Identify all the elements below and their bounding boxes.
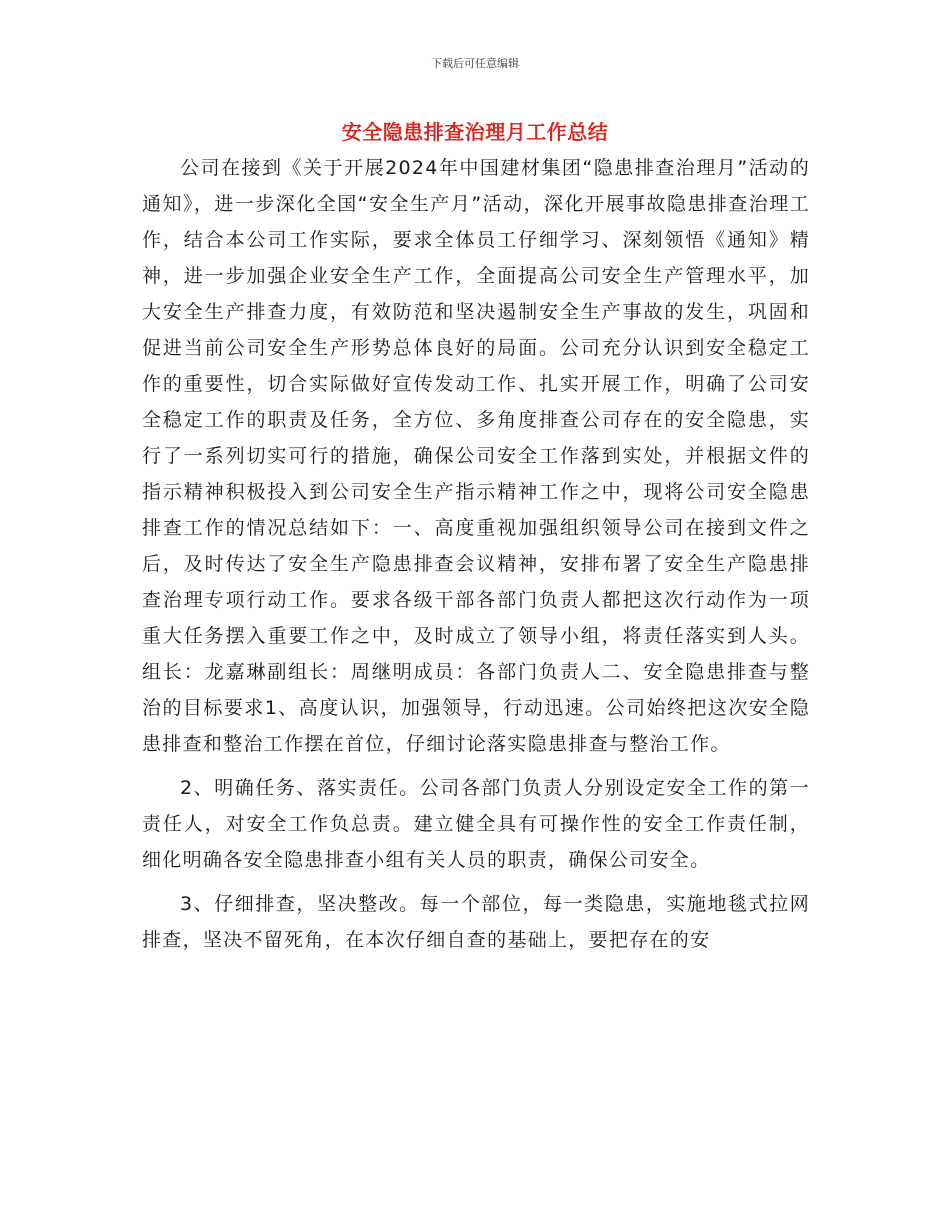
- document-title: 安全隐患排查治理月工作总结: [341, 120, 609, 144]
- header-note: 下载后可任意编辑: [431, 57, 519, 70]
- document-body: [142, 150, 810, 958]
- paragraph-intro: 公司在接到《关于开展2024年中国建材集团“隐患排查治理月”活动的通知》，进一步深化全国“安全生产月”活动，深化开展事故隐患排查治理工作，结合本公司工作实际，要求全体员工仔细学习、深刻领悟《通知》精神，进一步加强企业安全生产工作，全面提高公司安全生产管理水平，加大安全生产排查力度，有效防范和坚决遏制安全生产事故的发生，巩固和促进当前公司安全生产形势总体良好的局面。公司充分认识到安全稳定工作的重要性，切合实际做好宣传发动工作、扎实开展工作，明确了公司安全稳定工作的职责及任务，全方位、多角度排查公司存在的安全隐患，实行了一系列切实可行的措施，确保公司安全工作落到实处，并根据文件的指示精神积极投入到公司安全生产指示精神工作之中，现将公司安全隐患排查工作的情况总结如下：一、高度重视加强组织领导公司在接到文件之后，及时传达了安全生产隐患排查会议精神，安排布署了安全生产隐患排查治理专项行动工作。要求各级干部各部门负责人都把这次行动作为一项重大任务摆入重要工作之中，及时成立了领导小组，将责任落实到人头。组长：龙嘉琳副组长：周继明成员：各部门负责人二、安全隐患排查与整治的目标要求1、高度认识，加强领导，行动迅速。公司始终把这次安全隐患排查和整治工作摆在首位，仔细讨论落实隐患排查与整治工作。: [142, 157, 810, 755]
- paragraph-responsibility: 2、明确任务、落实责任。公司各部门负责人分别设定安全工作的第一责任人，对安全工作负总责。建立健全具有可操作性的安全工作责任制，细化明确各安全隐患排查小组有关人员的职责，确保公司安全。: [142, 777, 810, 871]
- paragraph-inspection: 3、仔细排查，坚决整改。每一个部位，每一类隐患，实施地毯式拉网排查，坚决不留死角，在本次仔细自查的基础上，要把存在的安: [142, 893, 810, 951]
